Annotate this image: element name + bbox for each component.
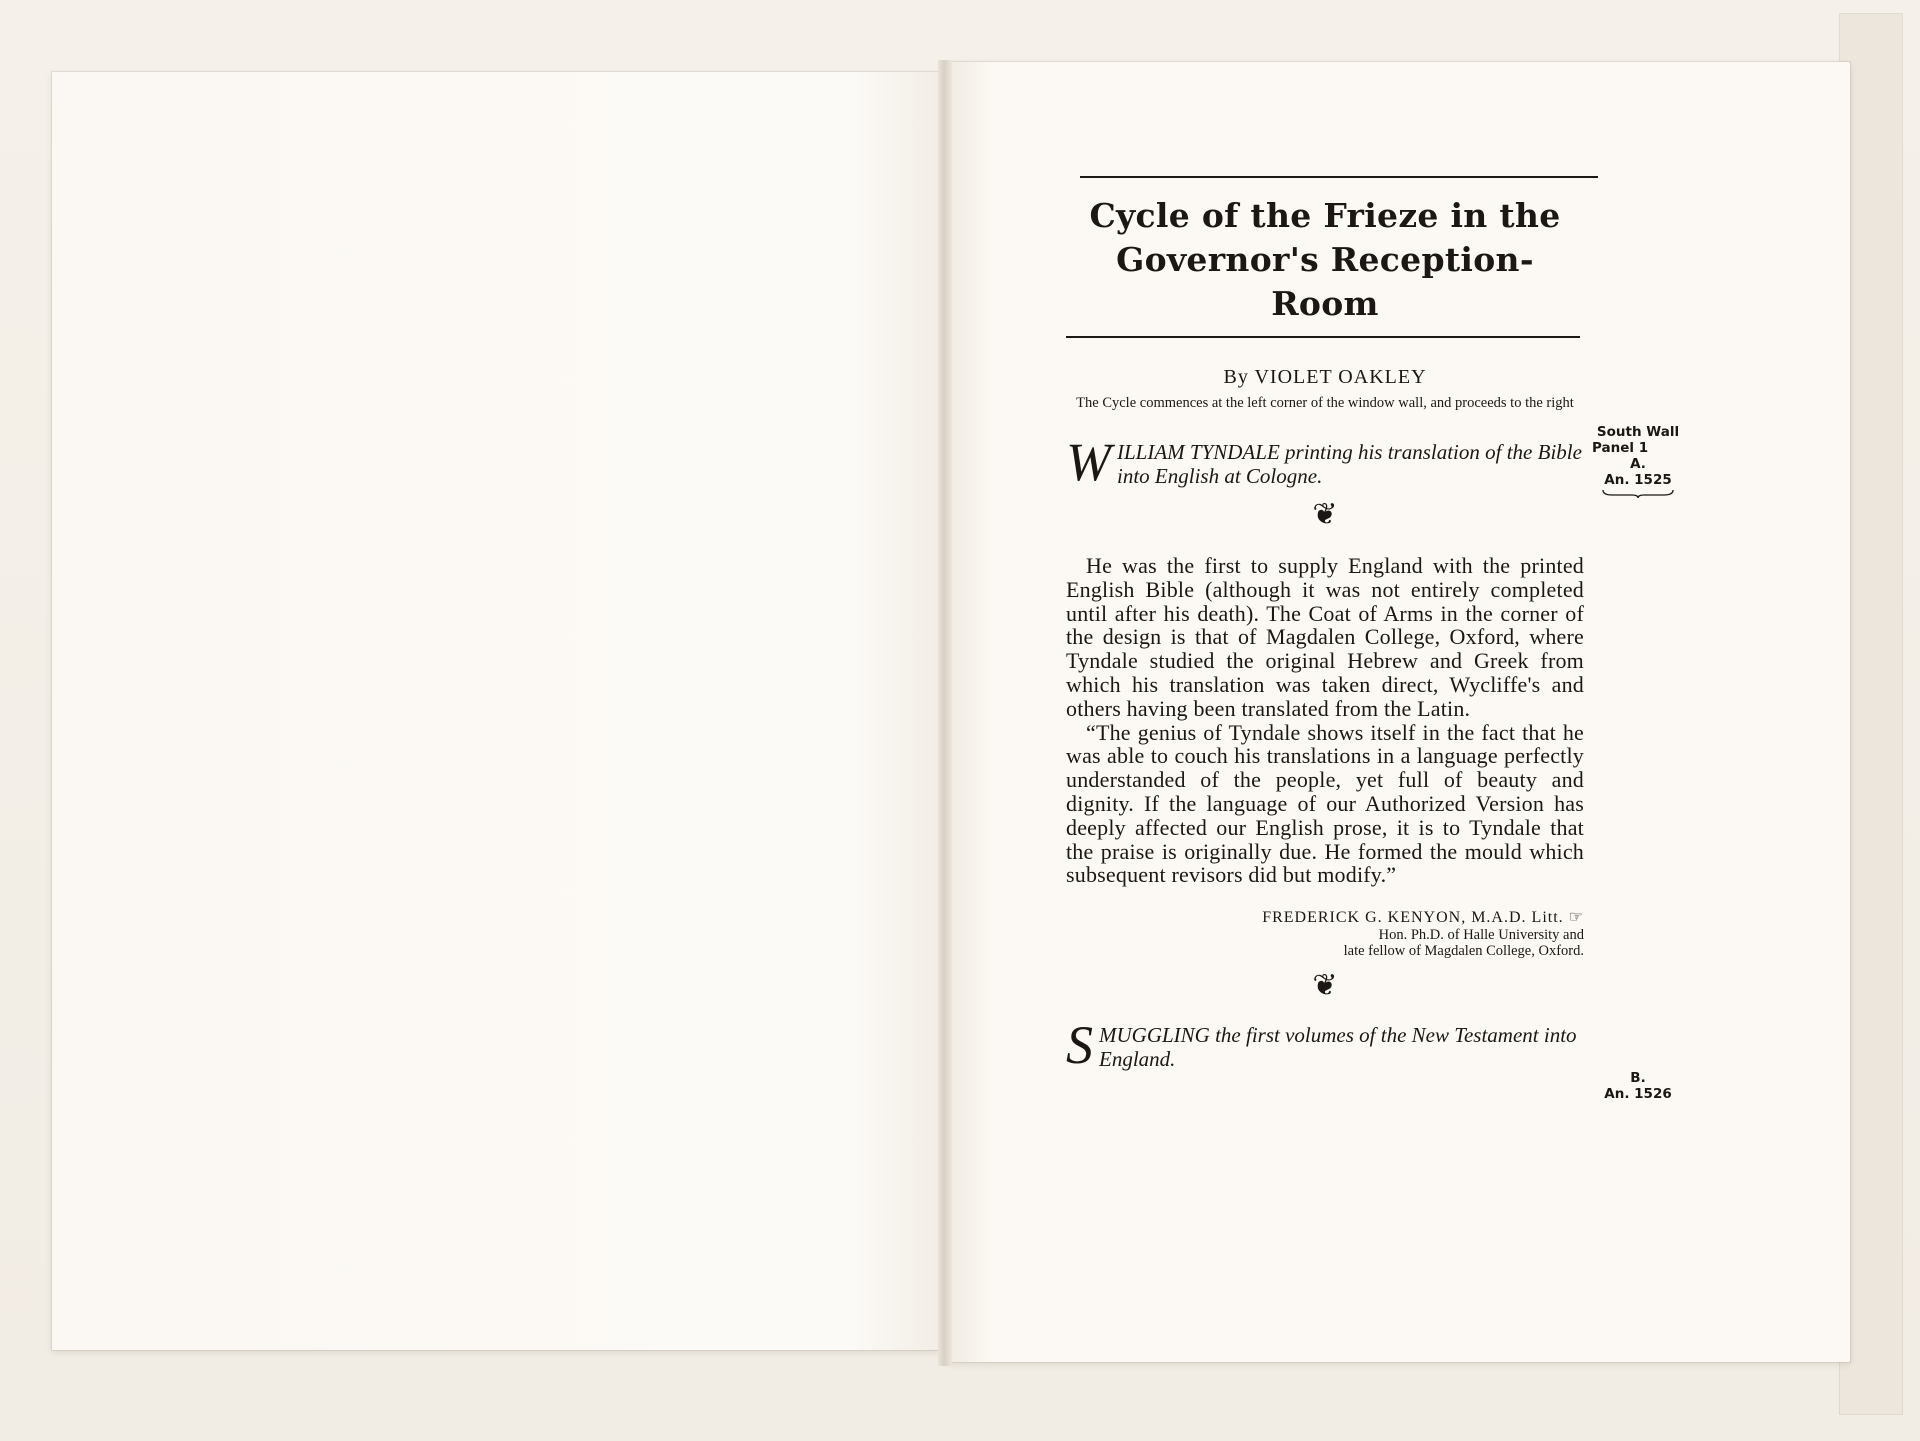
byline-name: VIOLET OAKLEY (1254, 366, 1427, 388)
side-panel: Panel 1 (1592, 440, 1649, 456)
left-blank-page (52, 72, 940, 1350)
byline (1066, 366, 1584, 389)
side-date-b: An. 1526 (1604, 1086, 1672, 1102)
side-wall: South Wall (1596, 424, 1680, 440)
ornament-icon: ❦ (1312, 498, 1338, 531)
dropcap-a: W (1066, 432, 1111, 492)
entry-heading-b (1066, 1015, 1584, 1076)
brace-icon (1602, 489, 1674, 499)
paragraph-1: He was the first to supply England with the printed English Bible (although it was not entirely completed until after his death). The Coat of Arms in the corner of the design is that of Magdalen College, Oxford, where Tyndale studied the original Hebrew and Greek from which his translation was taken direct, Wycliffe's and others having been translated from the Latin. (1066, 553, 1584, 721)
body-text (1066, 554, 1584, 887)
side-letter-a: A. (1630, 456, 1646, 472)
byline-prefix: By (1223, 366, 1249, 388)
cycle-note: The Cycle commences at the left corner of the window wall, and proceeds to the right (1076, 395, 1574, 411)
page-title (1066, 194, 1584, 326)
paragraph-2: “The genius of Tyndale shows itself in the fact that he was able to couch his translations in a language perfectly understanded of the people, yet full of beauty and dignity. If the language of our Authorized Version has deeply affected our English prose, it is to Tyndale that the praise is originally due. He formed the mould which subsequent revisors did but modify.” (1066, 719, 1584, 888)
side-note-a (1590, 424, 1686, 499)
attribution-line-2: late fellow of Magdalen College, Oxford. (1343, 943, 1584, 960)
entry-heading-a-text: ILLIAM TYNDALE printing his translation of the Bible into English at Cologne. (1116, 440, 1582, 488)
entry-heading-a (1066, 432, 1584, 492)
title-rule-bottom (1066, 336, 1580, 338)
book-gutter (938, 60, 952, 1366)
page-content (1066, 176, 1584, 1076)
side-note-b (1596, 1070, 1680, 1102)
side-date-a: An. 1525 (1604, 472, 1672, 488)
title-line-2: Governor's Reception-Room (1116, 240, 1534, 323)
attribution (1066, 907, 1584, 959)
title-line-1: Cycle of the Frieze in the (1089, 196, 1561, 235)
ornament-icon-2: ❦ (1312, 969, 1338, 1003)
dropcap-b: S (1066, 1015, 1093, 1076)
side-letter-b: B. (1630, 1070, 1646, 1086)
title-rule-top (1080, 176, 1598, 178)
entry-heading-b-text: MUGGLING the first volumes of the New Testament into England. (1099, 1023, 1577, 1072)
attribution-line-1: Hon. Ph.D. of Halle University and (1378, 927, 1584, 944)
attribution-name: FREDERICK G. KENYON, M.A.D. Litt. ☞ (1262, 909, 1584, 927)
